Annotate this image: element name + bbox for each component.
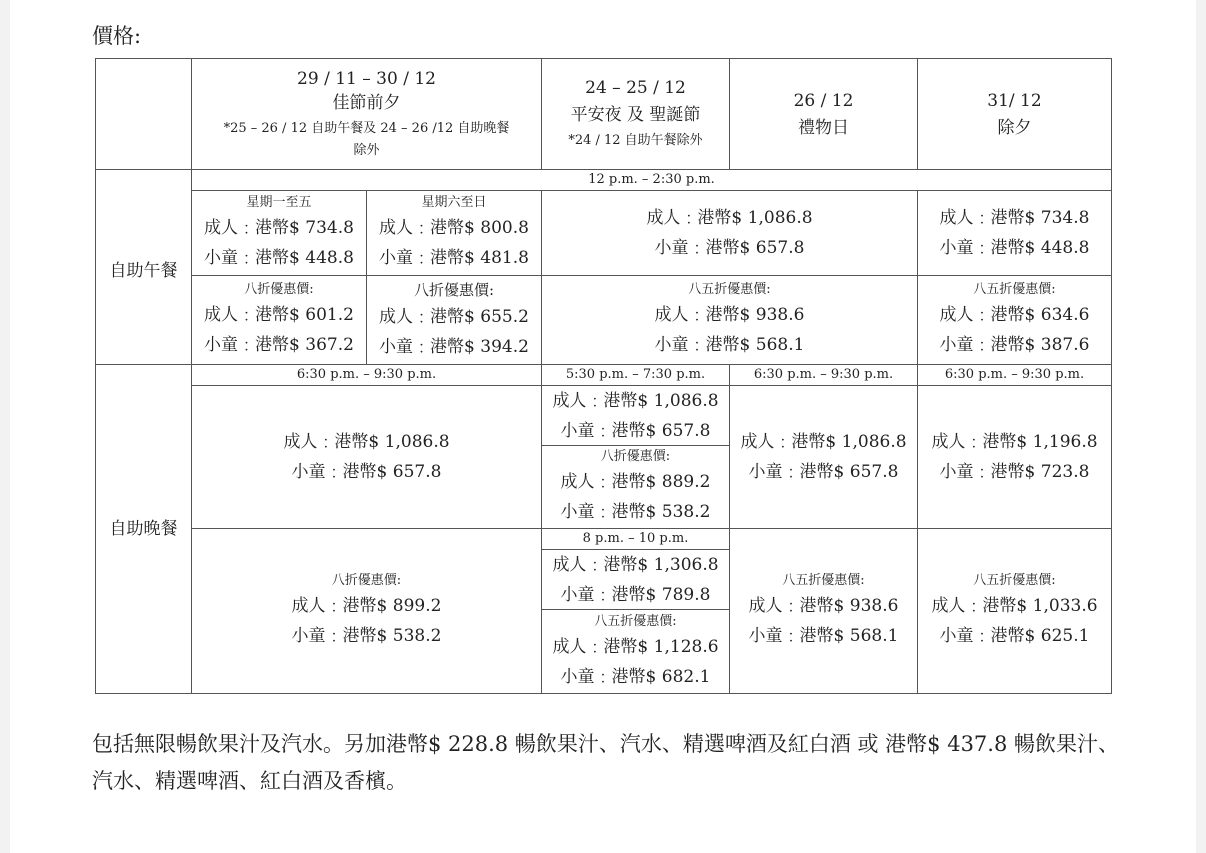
- footer-note: 包括無限暢飲果汁及汽水。另加港幣$ 228.8 暢飲果汁、汽水、精選啤酒及紅白酒 或 港幣$ 437.8 暢飲果汁、汽水、精選啤酒、紅白酒及香檳。: [92, 732, 1120, 793]
- column-name: 平安夜 及 聖誕節: [570, 105, 701, 125]
- adult-price: 成人﹕港幣$ 899.2: [291, 596, 442, 616]
- adult-price: 成人﹕港幣$ 1,086.8: [740, 432, 907, 452]
- lunch-weekend-price: [367, 191, 541, 275]
- document-page: [10, 0, 1196, 853]
- dinner-christmas-late-price: [542, 550, 729, 609]
- column-name: 禮物日: [798, 117, 849, 138]
- child-price: 小童﹕港幣$ 538.2: [291, 626, 442, 646]
- time-slot: 12 p.m. – 2:30 p.m.: [588, 172, 715, 187]
- adult-price: 成人﹕港幣$ 655.2: [379, 307, 529, 327]
- dinner-time-eve: [192, 365, 541, 385]
- row-label: 自助晚餐: [109, 519, 178, 539]
- lunch-weekday-price: [192, 191, 366, 275]
- lunch-weekend-discount: [367, 276, 541, 364]
- adult-price: 成人﹕港幣$ 800.8: [379, 218, 529, 238]
- dinner-christmas-late-discount: [542, 610, 729, 693]
- adult-price: 成人﹕港幣$ 938.6: [654, 305, 805, 325]
- day-range: 星期六至日: [421, 195, 487, 210]
- discount-title: 八五折優惠價:: [782, 573, 865, 588]
- header-christmas: [542, 59, 729, 169]
- child-price: 小童﹕港幣$ 568.1: [654, 335, 805, 355]
- table-line: [1111, 58, 1112, 694]
- adult-price: 成人﹕港幣$ 601.2: [204, 305, 354, 325]
- price-heading: 價格:: [92, 24, 142, 48]
- time-slot: 6:30 p.m. – 9:30 p.m.: [944, 367, 1085, 382]
- header-new-years-eve: [918, 59, 1111, 169]
- column-date: 26 / 12: [793, 90, 854, 111]
- child-price: 小童﹕港幣$ 657.8: [291, 462, 442, 482]
- child-price: 小童﹕港幣$ 481.8: [379, 248, 529, 268]
- row-label-dinner: [96, 365, 191, 693]
- discount-title: 八折優惠價:: [413, 281, 495, 299]
- child-price: 小童﹕港幣$ 723.8: [939, 462, 1090, 482]
- discount-title: 八折優惠價:: [600, 449, 671, 464]
- column-note: *24 / 12 自助午餐除外: [568, 133, 703, 148]
- table-line: [95, 693, 1112, 694]
- column-date: 29 / 11 – 30 / 12: [297, 68, 436, 89]
- header-boxing-day: [730, 59, 917, 169]
- adult-price: 成人﹕港幣$ 634.6: [939, 305, 1090, 325]
- column-name: 除夕: [997, 117, 1032, 138]
- header-festive-eve: [192, 59, 541, 169]
- adult-price: 成人﹕港幣$ 1,128.6: [552, 636, 719, 657]
- discount-title: 八折優惠價:: [244, 282, 314, 297]
- dinner-christmas-early-discount: [542, 446, 729, 528]
- child-price: 小童﹕港幣$ 625.1: [939, 626, 1090, 646]
- dinner-boxing-price: [730, 386, 917, 528]
- column-date: 31/ 12: [987, 90, 1042, 111]
- lunch-weekday-discount: [192, 276, 366, 364]
- child-price: 小童﹕港幣$ 657.8: [654, 238, 805, 258]
- child-price: 小童﹕港幣$ 682.1: [560, 666, 711, 687]
- dinner-boxing-discount: [730, 529, 917, 693]
- dinner-time-boxing: [730, 365, 917, 385]
- child-price: 小童﹕港幣$ 387.6: [939, 335, 1090, 355]
- lunch-christmas-discount: [542, 276, 917, 364]
- child-price: 小童﹕港幣$ 394.2: [379, 337, 529, 357]
- adult-price: 成人﹕港幣$ 1,306.8: [552, 554, 719, 575]
- dinner-time-christmas: [542, 365, 729, 385]
- adult-price: 成人﹕港幣$ 938.6: [748, 596, 899, 616]
- child-price: 小童﹕港幣$ 657.8: [560, 420, 711, 441]
- discount-title: 八五折優惠價:: [594, 613, 677, 629]
- row-label: 自助午餐: [109, 261, 178, 281]
- time-slot: 6:30 p.m. – 9:30 p.m.: [753, 367, 894, 382]
- dinner-nye-discount: [918, 529, 1111, 693]
- adult-price: 成人﹕港幣$ 1,033.6: [931, 596, 1098, 616]
- child-price: 小童﹕港幣$ 367.2: [204, 335, 354, 355]
- day-range: 星期一至五: [246, 195, 312, 210]
- lunch-nye-price: [918, 191, 1111, 275]
- adult-price: 成人﹕港幣$ 734.8: [204, 218, 354, 238]
- lunch-time: [192, 170, 1111, 190]
- discount-title: 八五折優惠價:: [973, 282, 1056, 297]
- time-slot: 8 p.m. – 10 p.m.: [582, 531, 689, 546]
- dinner-time-nye: [918, 365, 1111, 385]
- time-slot: 5:30 p.m. – 7:30 p.m.: [565, 367, 706, 382]
- adult-price: 成人﹕港幣$ 889.2: [560, 472, 711, 492]
- dinner-eve-discount: [192, 529, 541, 693]
- adult-price: 成人﹕港幣$ 734.8: [939, 208, 1090, 228]
- column-name: 佳節前夕: [332, 92, 401, 113]
- child-price: 小童﹕港幣$ 789.8: [560, 584, 711, 605]
- child-price: 小童﹕港幣$ 448.8: [204, 248, 354, 268]
- child-price: 小童﹕港幣$ 538.2: [560, 502, 711, 522]
- dinner-time-christmas-late: [542, 529, 729, 549]
- row-label-lunch: [96, 170, 191, 364]
- lunch-christmas-price: [542, 191, 917, 275]
- child-price: 小童﹕港幣$ 568.1: [748, 626, 899, 646]
- dinner-nye-price: [918, 386, 1111, 528]
- dinner-christmas-early-price: [542, 386, 729, 445]
- discount-title: 八五折優惠價:: [688, 282, 771, 297]
- adult-price: 成人﹕港幣$ 1,196.8: [931, 432, 1098, 452]
- discount-title: 八折優惠價:: [331, 573, 402, 588]
- column-date: 24 – 25 / 12: [585, 78, 686, 98]
- adult-price: 成人﹕港幣$ 1,086.8: [552, 390, 719, 411]
- discount-title: 八五折優惠價:: [973, 573, 1056, 588]
- adult-price: 成人﹕港幣$ 1,086.8: [283, 432, 450, 452]
- child-price: 小童﹕港幣$ 657.8: [748, 462, 899, 482]
- lunch-nye-discount: [918, 276, 1111, 364]
- child-price: 小童﹕港幣$ 448.8: [939, 238, 1090, 258]
- time-slot: 6:30 p.m. – 9:30 p.m.: [296, 367, 437, 382]
- column-note: *25 – 26 / 12 自助午餐及 24 – 26 /12 自助晚餐: [223, 120, 510, 136]
- dinner-eve-price: [192, 386, 541, 528]
- adult-price: 成人﹕港幣$ 1,086.8: [646, 208, 813, 228]
- column-note: 除外: [353, 142, 380, 158]
